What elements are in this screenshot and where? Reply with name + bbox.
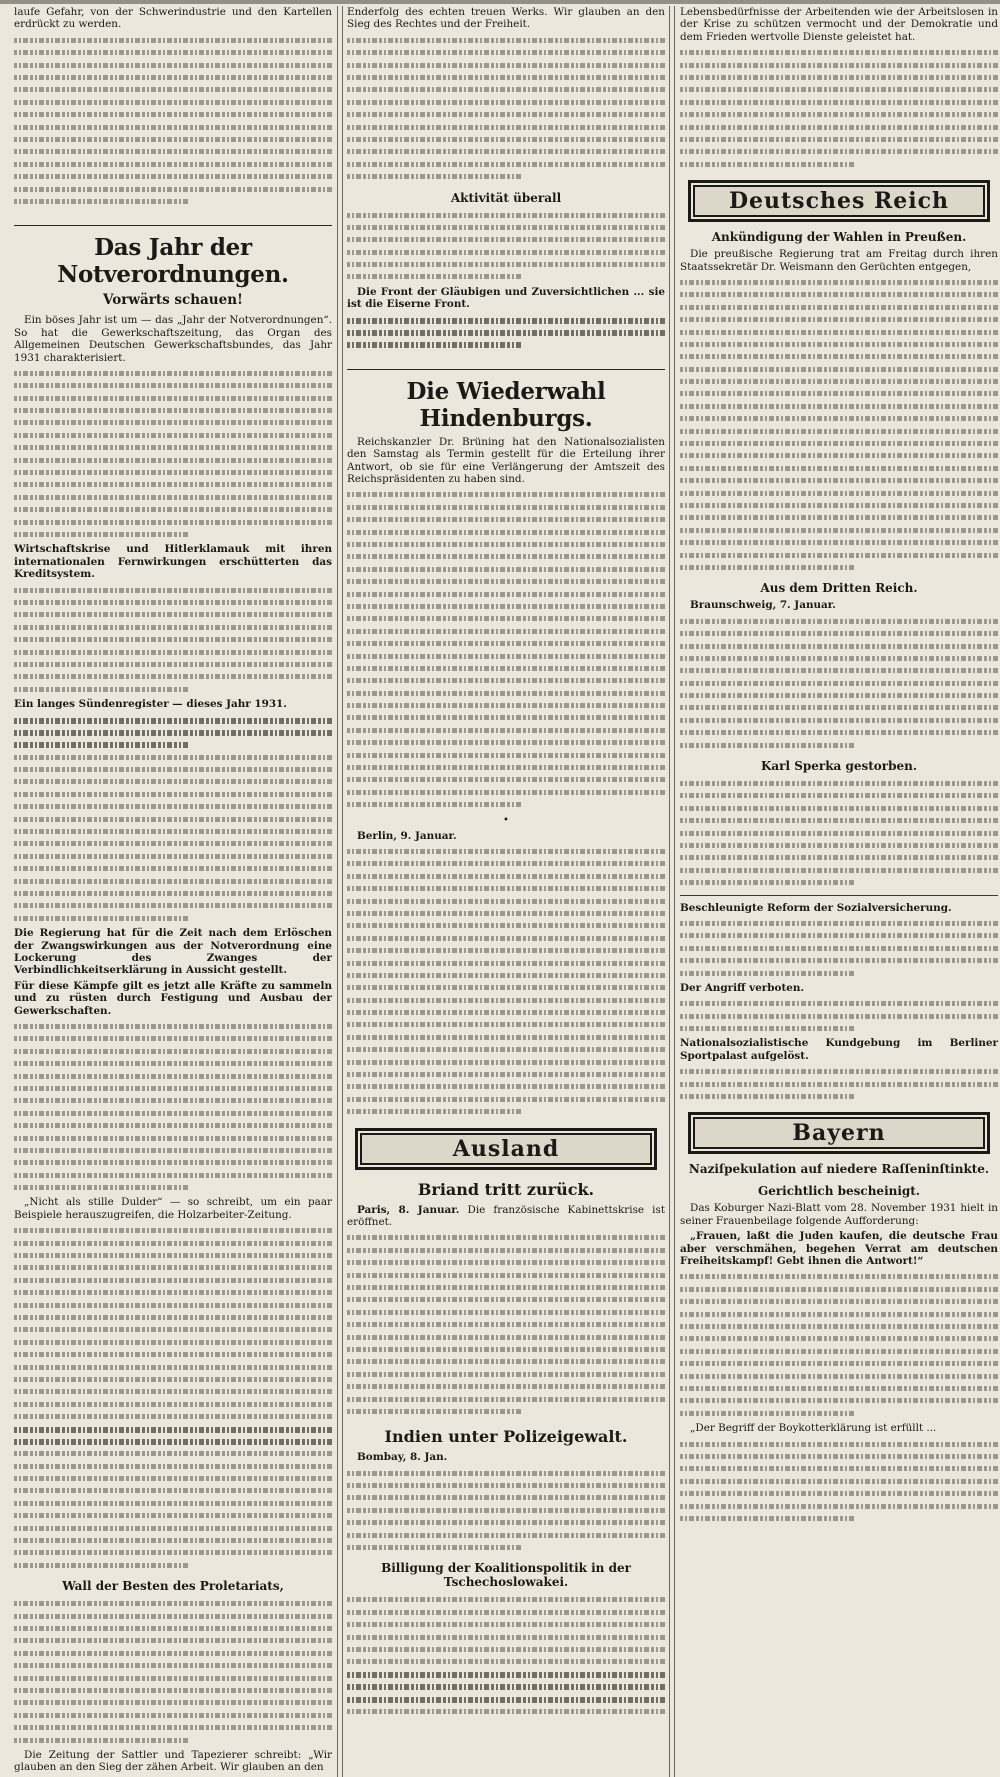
right-sozial-text: Beschleunigte Reform der Sozialversicherung.: [680, 901, 952, 914]
subhead-gerichtlich: Gerichtlich bescheinigt.: [757, 1184, 921, 1199]
section-regierung: Die Regierung hat für die Zeit nach dem Erlöschen der Zwangswirkungen aus der Notverordnung eine Lockerung des Zwanges der Verbindlichkeitserklärung in Aussicht gestellt.: [14, 927, 332, 977]
right-koburg-quote: „Frauen, laßt die Juden kaufen, die deutsche Frau aber verschmähen, begehen Verrat am deutschen Freiheitskampf! Gebt ihnen die Antwort!“: [680, 1230, 998, 1268]
text-block: [347, 209, 665, 283]
text-block: [14, 584, 332, 696]
text-block: [14, 367, 332, 540]
subhead-vorwaerts: Vorwärts schauen!: [103, 292, 243, 309]
subhead-aktivitaet: Aktivität überall: [450, 190, 562, 205]
middle-column: [342, 6, 670, 1777]
left-intro-text: laufe Gefahr, von der Schwerindustrie und den Kartellen erdrückt zu werden.: [14, 6, 332, 31]
right-koburg-text: Das Koburger Nazi-Blatt vom 28. November 1931 hielt in seiner Frauenbeilage folgende Aufforderung:: [680, 1202, 998, 1227]
right-wahlen-text: Die preußische Regierung trat am Freitag durch ihren Staatssekretär Dr. Weismann den Gerüchten entgegen,: [680, 248, 998, 273]
middle-paris-text: Paris, 8. Januar. Die französische Kabinettskrise ist eröffnet.: [347, 1203, 665, 1229]
section-wirtschaftskrise: Wirtschaftskrise und Hitlerklamauk mit ihren internationalen Fernwirkungen erschütterten das Kreditsystem.: [14, 543, 332, 581]
right-kundgebung-text: Nationalsozialistische Kundgebung im Berliner Sportpalast aufgelöst.: [680, 1037, 998, 1062]
text-block: [680, 615, 998, 751]
right-braunschweig-dateline: Braunschweig, 7. Januar.: [690, 599, 836, 612]
banner-deutsches-reich: Deutsches Reich: [688, 180, 990, 222]
left-lead-text: Ein böses Jahr ist um — das „Jahr der Notverordnungen“. So hat die Gewerkschaftszeitung, das Organ des Allgemeinen Deutschen Gewerkschaftsbundes, das Jahr 1931 charakterisiert.: [14, 314, 332, 364]
text-block: [347, 845, 665, 1118]
banner-ausland: Ausland: [355, 1128, 657, 1170]
middle-intro-text: Enderfolg des echten treuen Werks. Wir glauben an den Sieg des Rechtes und der Freiheit.: [347, 6, 665, 31]
headline-hindenburg: Die Wiederwahl Hindenburgs.: [347, 369, 665, 432]
text-block: [680, 997, 998, 1034]
section-kaempfe: Für diese Kämpfe gilt es jetzt alle Kräfte zu sammeln und zu rüsten durch Festigung und Ausbau der Gewerkschaften.: [14, 979, 332, 1017]
separator-dot: •: [503, 814, 509, 826]
middle-berlin-dateline: Berlin, 9. Januar.: [357, 829, 457, 842]
text-block: [347, 34, 665, 183]
text-block: [347, 1467, 665, 1554]
text-block: [14, 1224, 332, 1571]
section-quote: „Nicht als stille Dulder“ — so schreibt, um ein paar Beispiele herauszugreifen, die Holzarbeiter-Zeitung.: [14, 1196, 332, 1221]
headline-sperka: Karl Sperka gestorben.: [760, 759, 918, 774]
text-block: [347, 1593, 665, 1717]
headline-koalition: Billigung der Koalitionspolitik in der Tschechoslowakei.: [381, 1561, 631, 1590]
right-column: [680, 6, 998, 1777]
headline-notverordnungen: Das Jahr der Notverordnungen.: [14, 225, 332, 288]
middle-bombay-dateline: Bombay, 8. Jan.: [357, 1451, 448, 1464]
text-block: [680, 276, 998, 573]
headline-drittes-reich: Aus dem Dritten Reich.: [760, 581, 918, 596]
divider: [680, 895, 998, 896]
text-block: [680, 1065, 998, 1102]
right-intro-text: Lebensbedürfnisse der Arbeitenden wie der Arbeitslosen in der Krise zu schützen vermocht und der Demokratie und dem Frieden wertvolle Dienste geleistet hat.: [680, 6, 998, 43]
text-block: [14, 34, 332, 207]
text-block: [680, 777, 998, 889]
middle-front-text: Die Front der Gläubigen und Zuversichtlichen ... sie ist die Eiserne Front.: [347, 285, 665, 311]
section-suendenregister: Ein langes Sündenregister — dieses Jahr 1931.: [14, 698, 287, 711]
right-boykott-text: „Der Begriff der Boykotterklärung ist erfüllt ...: [690, 1422, 937, 1435]
text-block: [680, 1438, 998, 1525]
left-column: [14, 6, 332, 1777]
headline-briand: Briand tritt zurück.: [417, 1179, 595, 1199]
text-block: [14, 1597, 332, 1746]
headline-rassen: Naziſpekulation auf niedere Raſſeninſtinkte.: [688, 1162, 990, 1177]
text-block: [347, 1231, 665, 1417]
text-block: [680, 1270, 998, 1419]
right-angriff-text: Der Angriff verboten.: [680, 981, 805, 994]
text-block: [14, 714, 332, 925]
middle-lead-text: Reichskanzler Dr. Brüning hat den Nationalsozialisten den Samstag als Termin gestellt für die Erteilung ihrer Antwort, ob sie für eine Verlängerung der Amtszeit des Reichspräsidenten zu haben sind.: [347, 435, 665, 486]
text-block: [680, 917, 998, 979]
text-block: [680, 46, 998, 170]
banner-bayern: Bayern: [688, 1112, 990, 1154]
text-block: [347, 314, 665, 351]
headline-wahlen-preussen: Ankündigung der Wahlen in Preußen.: [711, 230, 967, 245]
text-block: [347, 488, 665, 810]
subhead-wall: Wall der Besten des Proletariats,: [62, 1579, 284, 1594]
text-block: [14, 1020, 332, 1193]
left-closing-text: Die Zeitung der Sattler und Tapezierer schreibt: „Wir glauben an den Sieg der zähen Arbeit. Wir glauben an den: [14, 1748, 332, 1774]
headline-indien: Indien unter Polizeigewalt.: [384, 1427, 628, 1447]
